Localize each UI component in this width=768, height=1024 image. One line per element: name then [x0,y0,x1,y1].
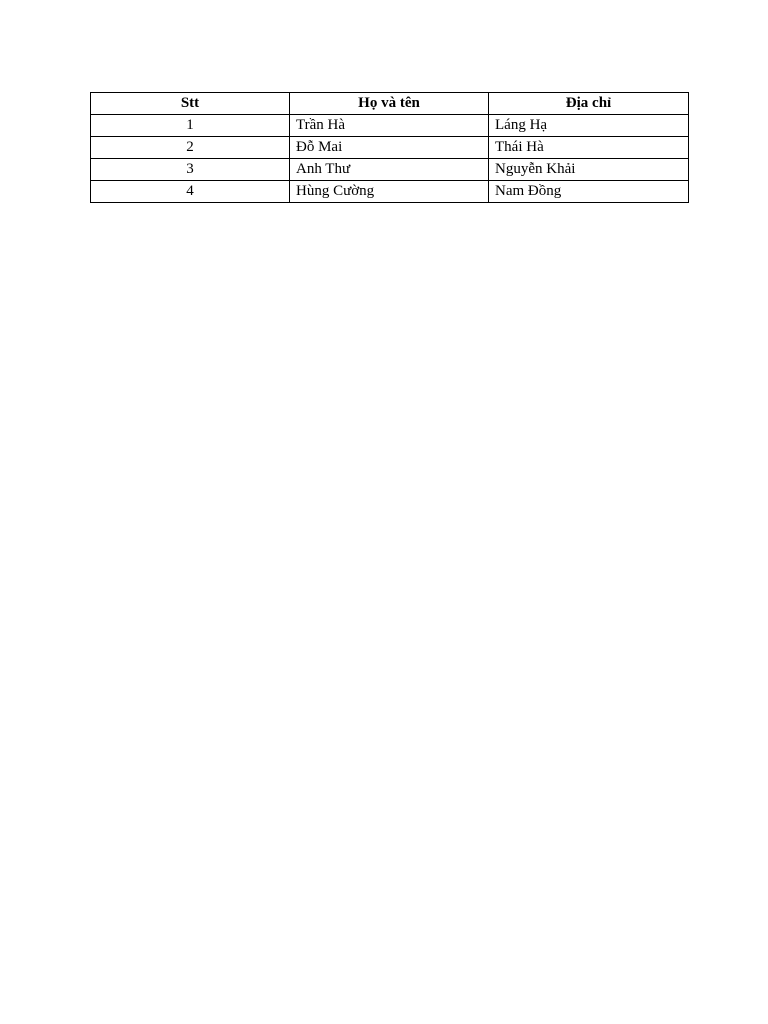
table-header-row [91,93,689,115]
cell-stt: 1 [91,115,290,137]
header-name: Họ và tên [290,93,489,115]
table-row [91,181,689,203]
cell-stt: 2 [91,137,290,159]
cell-address: Nguyễn Khải [489,159,689,181]
cell-name: Hùng Cường [290,181,489,203]
table-row [91,159,689,181]
cell-address: Láng Hạ [489,115,689,137]
cell-stt: 4 [91,181,290,203]
cell-name: Đỗ Mai [290,137,489,159]
cell-stt: 3 [91,159,290,181]
header-address: Địa chỉ [489,93,689,115]
data-table [90,92,689,203]
table-row [91,137,689,159]
cell-name: Trần Hà [290,115,489,137]
cell-address: Thái Hà [489,137,689,159]
cell-address: Nam Đồng [489,181,689,203]
cell-name: Anh Thư [290,159,489,181]
header-stt: Stt [91,93,290,115]
table-row [91,115,689,137]
